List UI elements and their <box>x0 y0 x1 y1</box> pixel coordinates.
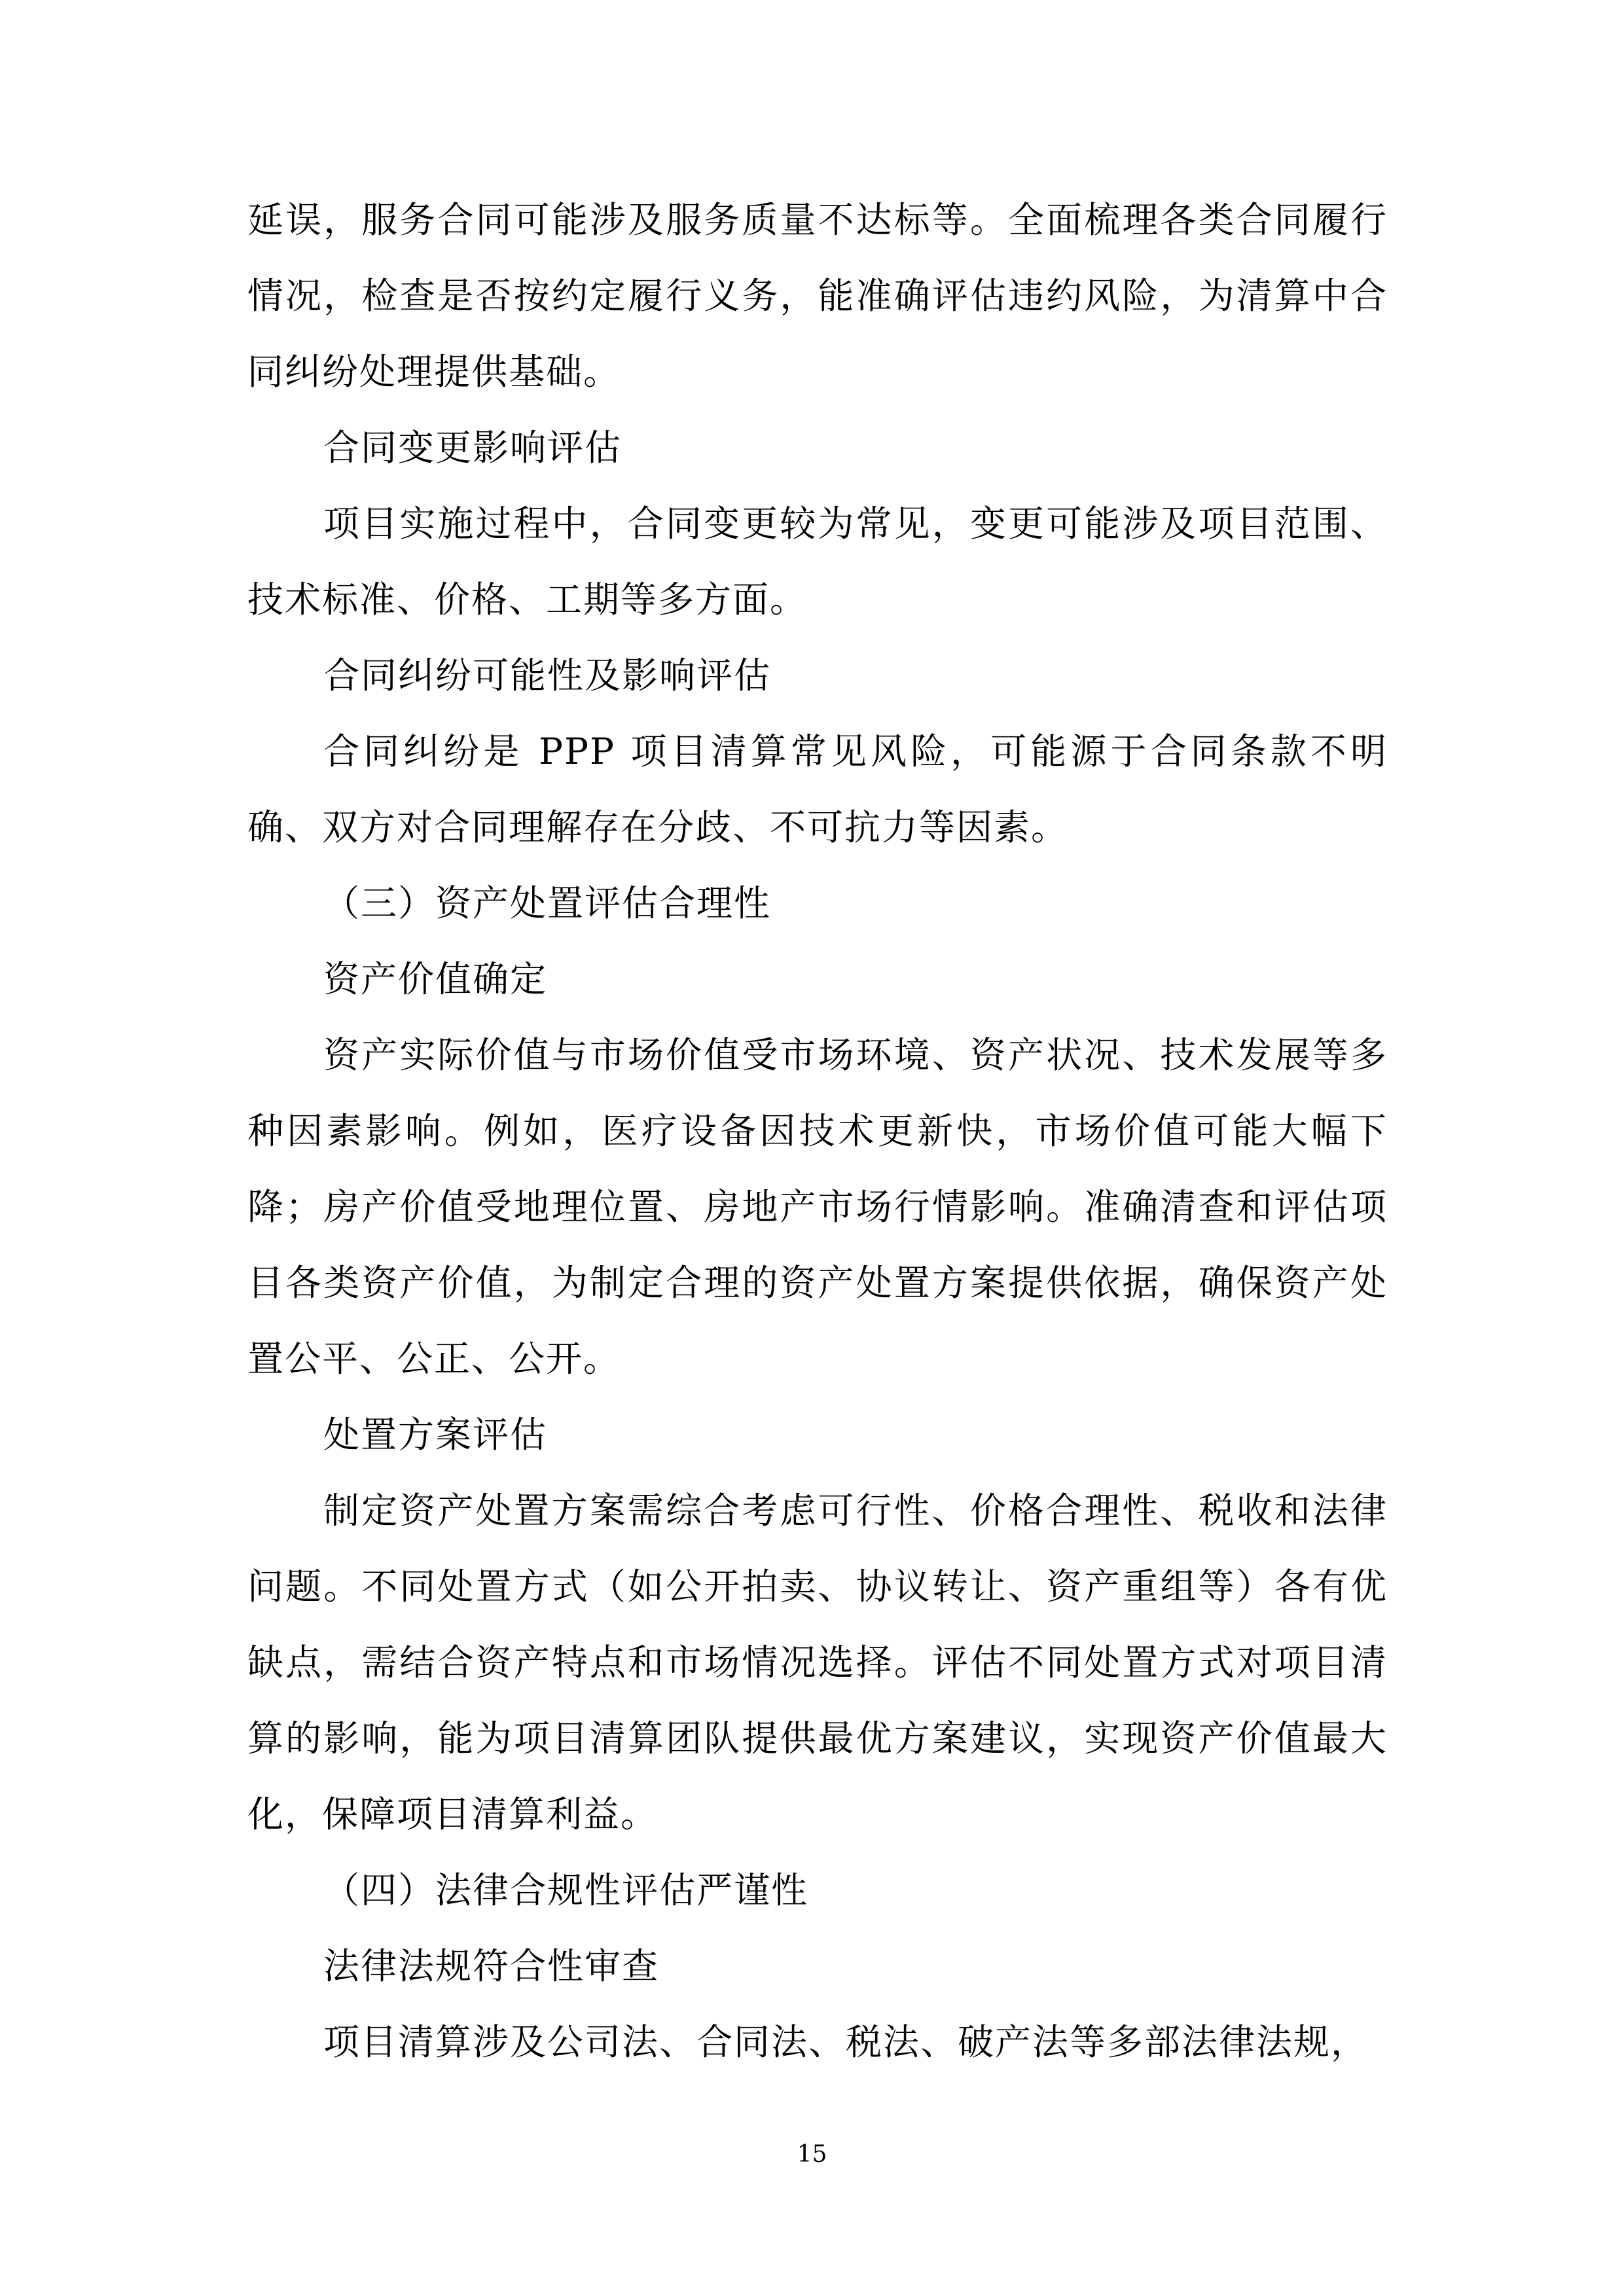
paragraph-contract-change: 项目实施过程中，合同变更较为常见，变更可能涉及项目范围、技术标准、价格、工期等多方面。 <box>247 503 1388 620</box>
paragraph-contract-performance: 延误，服务合同可能涉及服务质量不达标等。全面梳理各类合同履行情况，检查是否按约定履行义务，能准确评估违约风险，为清算中合同纠纷处理提供基础。 <box>247 199 1388 393</box>
section-heading-legal-compliance: （四）法律合规性评估严谨性 <box>323 1869 809 1911</box>
document-body <box>247 182 1388 2080</box>
subheading-law-review: 法律法规符合性审查 <box>323 1945 660 1987</box>
paragraph-asset-value: 资产实际价值与市场价值受市场环境、资产状况、技术发展等多种因素影响。例如，医疗设备因技术更新快，市场价值可能大幅下降；房产价值受地理位置、房地产市场行情影响。准确清查和评估项目各类资产价值，为制定合理的资产处置方案提供依据，确保资产处置公平、公正、公开。 <box>247 1034 1388 1380</box>
section-heading-asset-disposal: （三）资产处置评估合理性 <box>323 882 772 924</box>
subheading-asset-value: 资产价值确定 <box>323 958 548 1000</box>
subheading-disposal-plan: 处置方案评估 <box>323 1414 548 1456</box>
subheading-contract-dispute: 合同纠纷可能性及影响评估 <box>323 655 772 696</box>
paragraph-law-review: 项目清算涉及公司法、合同法、税法、破产法等多部法律法规， <box>323 2021 1369 2063</box>
paragraph-disposal-plan: 制定资产处置方案需综合考虑可行性、价格合理性、税收和法律问题。不同处置方式（如公开拍卖、协议转让、资产重组等）各有优缺点，需结合资产特点和市场情况选择。评估不同处置方式对项目清算的影响，能为项目清算团队提供最优方案建议，实现资产价值最大化，保障项目清算利益。 <box>247 1490 1388 1835</box>
subheading-contract-change-impact: 合同变更影响评估 <box>323 427 623 469</box>
page-number: 15 <box>797 2141 827 2168</box>
paragraph-contract-dispute: 合同纠纷是 PPP 项目清算常见风险，可能源于合同条款不明确、双方对合同理解存在分歧、不可抗力等因素。 <box>247 730 1388 848</box>
